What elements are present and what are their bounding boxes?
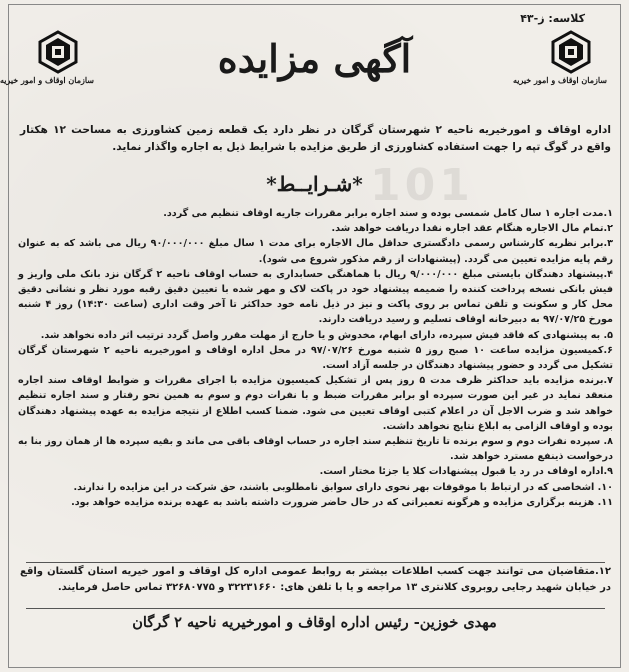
- condition-item: ۱۱. هزینه برگزاری مزایده و هرگونه تعمیراتی که در حال حاضر ضرورت داشته باشد به عهده برنده مزایده خواهد بود.: [71, 496, 613, 508]
- condition-item: ۷.برنده مزایده باید حداکثر ظرف مدت ۵ روز پس از تشکیل کمیسیون مزایده با اجرای مقررات و ضوابط اوقاف سند اجاره منعقد نماید در غیر این صورت سپرده او برابر مقررات ضبط و با نفرات دوم و سوم به همین نحو رفتار و سند اجاره تنظیم خواهد شد و ضرب الاجل آن در اعلام کتبی اوقاف تعیین می شود. ضمنا کسب اطلاع از نتیجه مزایده به عهده پیشنهاد دهندگان بوده و اوقاف الزامی به ابلاغ نتایج نخواهد داشت.: [18, 375, 613, 432]
- condition-item: ۸. سپرده نفرات دوم و سوم برنده تا تاریخ تنظیم سند اجاره در حساب اوقاف باقی می ماند و بقیه سپرده ها از همان روز بنا به درخواست ذینفع مسترد خواهد شد.: [18, 436, 613, 463]
- condition-item: ۱.مدت اجاره ۱ سال کامل شمسی بوده و سند اجاره برابر مقررات جاریه اوقاف تنظیم می گردد.: [163, 208, 613, 219]
- org-name-right: سازمان اوقاف و امور خیریه: [512, 75, 607, 85]
- background-watermark: 101: [370, 160, 474, 211]
- org-name-left: سازمان اوقاف و امور خیریه: [0, 75, 94, 85]
- divider: [26, 608, 605, 609]
- condition-item: ۲.تمام مال الاجاره هنگام عقد اجاره نقدا دریافت خواهد شد.: [331, 223, 613, 235]
- contact-note-text: ۱۲.متقاضیان می توانند جهت کسب اطلاعات بیشتر به روابط عمومی اداره کل اوقاف و امور خیریه استان گلستان واقع در خیابان شهید رجایی روبروی کلانتری ۱۳ مراجعه و یا با تلفن های: ۳۲۲۳۱۶۶۰ و ۳۲۶۸۰۷۷۵ تماس حاصل فرمایند.: [20, 566, 611, 593]
- condition-item: ۱۰. اشخاصی که در ارتباط با موقوفات بهر نحوی دارای سوابق نامطلوبی باشند، حق شرکت در این مزایده را ندارند.: [73, 481, 613, 493]
- condition-item: ۹.اداره اوقاف در رد یا قبول پیشنهادات کلا یا جزئا مختار است.: [319, 466, 613, 478]
- conditions-heading: *شـرایــط*: [266, 172, 363, 196]
- condition-item: ۶.کمیسیون مزایده ساعت ۱۰ صبح روز ۵ شنبه مورخ ۹۷/۰۷/۲۶ در محل اداره اوقاف و امورخیریه ناحیه ۲ شهرستان گرگان تشکیل می گردد و حضور پیشنهاد دهندگان در جلسه آزاد است.: [18, 344, 613, 372]
- class-number: کلاسه: ز-۴۳: [520, 12, 585, 25]
- conditions-list: [18, 206, 613, 510]
- divider: [26, 562, 605, 563]
- condition-item: ۵. به پیشنهادی که فاقد فیش سپرده، دارای ابهام، مخدوش و یا خارج از مهلت مقرر واصل گردد ترتیب اثر داده نخواهد شد.: [40, 329, 613, 341]
- contact-note: [20, 564, 611, 596]
- intro-paragraph: اداره اوقاف و امورخیریه ناحیه ۲ شهرستان گرگان در نظر دارد یک قطعه زمین کشاورزی به مساحت ۱۲ هکتار واقع در گوگ تپه را جهت استفاده کشاورزی از طریق مزایده با شرایط ذیل به اجاره واگذار نماید.: [20, 124, 611, 153]
- page-title: آگهی مزایده: [217, 36, 412, 81]
- signature-line: مهدی خوزین- رئیس اداره اوقاف و امورخیریه ناحیه ۲ گرگان: [132, 614, 497, 631]
- condition-item: ۳.برابر نظریه کارشناس رسمی دادگستری حداقل مال الاجاره برای مدت ۱ سال مبلغ ۹۰/۰۰۰/۰۰۰ ریال می باشد که به عنوان رقم پایه مزایده تعیین می گردد. (پیشنهادات از رقم مذکور شروع می شود).: [18, 238, 613, 265]
- condition-item: ۴.پیشنهاد دهندگان بایستی مبلغ ۹/۰۰۰/۰۰۰ ریال با هماهنگی حسابداری به حساب اوقاف ناحیه ۲ گرگان نزد بانک ملی واریز و فیش بانکی نسخه پرداخت کننده را ضمیمه پیشنهاد خود در پاکت لاک و مهر شده با تعیین دقیق رقبه مورد نظر و نشانی دقیق محل کار و سکونت و تلفن تماس بر روی پاکت و نیز در ذیل نامه خود حداکثر تا آخر وقت اداری (ساعت ۱۴:۳۰) روز ۴ شنبه مورخ ۹۷/۰۷/۲۵ به دبیرخانه اوقاف تسلیم و رسید دریافت دارند.: [18, 268, 614, 326]
